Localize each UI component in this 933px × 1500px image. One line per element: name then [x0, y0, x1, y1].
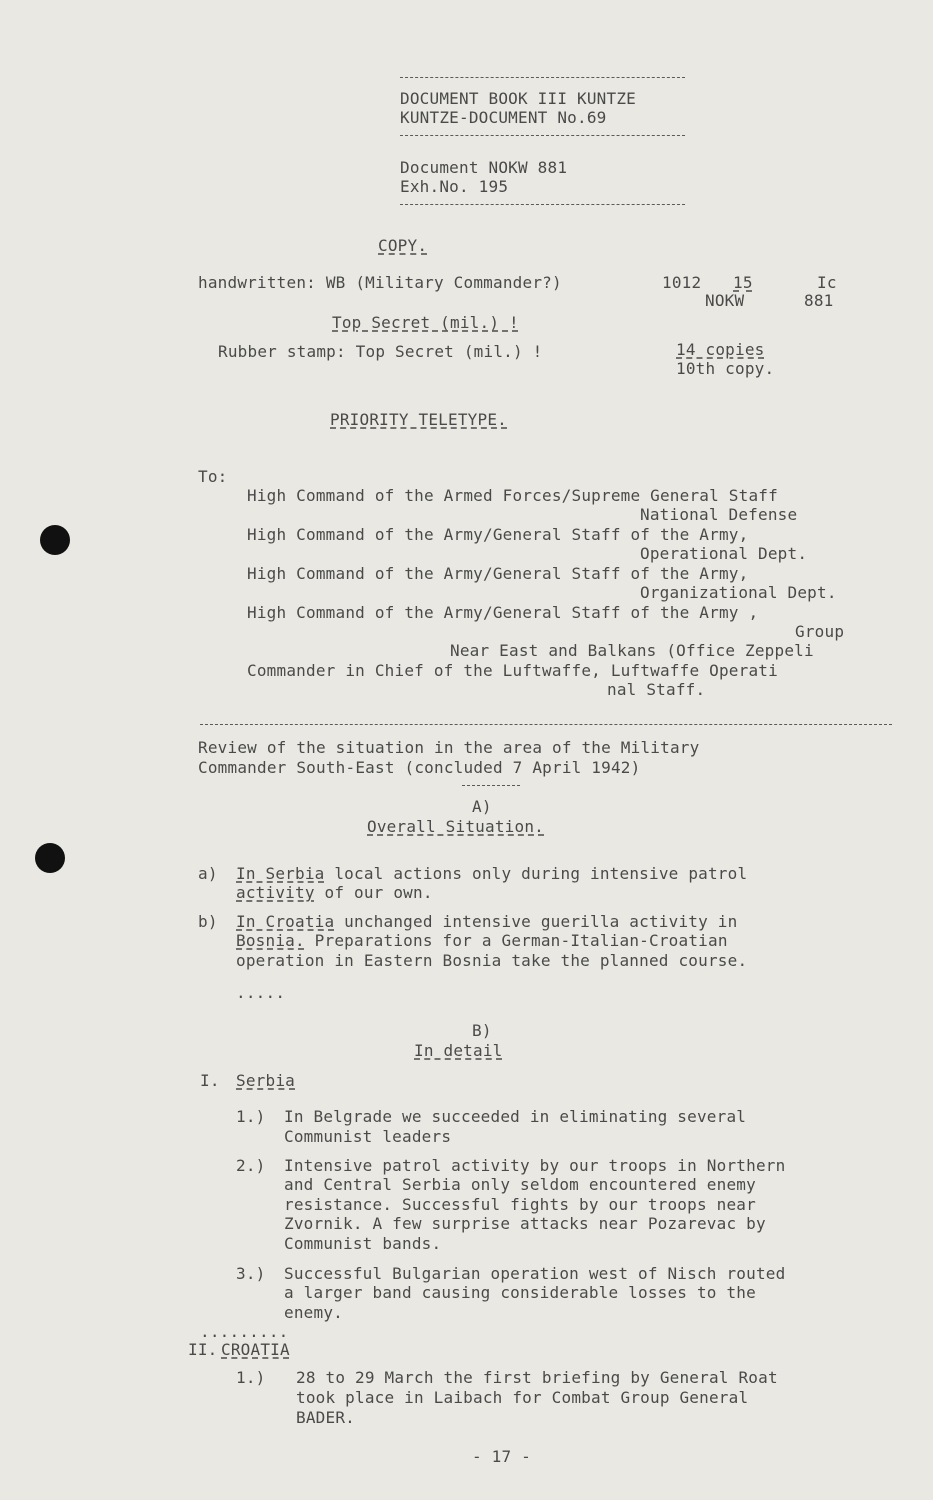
ref-number-15: 15: [733, 273, 753, 292]
serbia-item-2-line1: Intensive patrol activity by our troops in Northern: [284, 1156, 786, 1175]
header-rule-mid: [400, 135, 685, 136]
recipient-2-line2: Operational Dept.: [640, 544, 808, 563]
croatia-item-1-line1: 28 to 29 March the first briefing by General Roat: [296, 1368, 778, 1387]
recipient-4-line2: Group: [795, 622, 845, 641]
section-divider: [200, 724, 892, 725]
header-rule-top: [400, 77, 685, 78]
punch-hole-bottom: [35, 843, 65, 873]
recipient-4-line1: High Command of the Army/General Staff of the Army ,: [247, 603, 759, 622]
to-label: To:: [198, 467, 228, 486]
item-b-bosnia: Bosnia.: [236, 931, 305, 950]
review-title-line2: Commander South-East (concluded 7 April 1942): [198, 758, 641, 777]
item-a-line2: [236, 883, 433, 902]
item-b-line3: operation in Eastern Bosnia take the planned course.: [236, 951, 748, 970]
ref-number-1012: 1012: [662, 273, 702, 292]
serbia-item-2-line2: and Central Serbia only seldom encountered enemy: [284, 1175, 756, 1194]
croatia-number: II.: [188, 1340, 218, 1359]
serbia-item-3-number: 3.): [236, 1264, 266, 1283]
section-a-title: Overall Situation.: [367, 817, 544, 836]
item-b-line1-text: unchanged intensive guerilla activity in: [334, 912, 738, 931]
document-number: Document NOKW 881: [400, 158, 568, 177]
serbia-item-1-line1: In Belgrade we succeeded in eliminating several: [284, 1107, 747, 1126]
classification-heading: Top Secret (mil.) !: [332, 313, 519, 332]
serbia-item-2-line5: Communist bands.: [284, 1234, 442, 1253]
serbia-item-3-line3: enemy.: [284, 1303, 343, 1322]
recipient-4-line3: Near East and Balkans (Office Zeppeli: [450, 641, 814, 660]
ref-number-ic: Ic: [817, 273, 837, 292]
croatia-item-1-line3: BADER.: [296, 1408, 355, 1427]
ref-nokw-label: NOKW: [705, 291, 745, 310]
handwritten-note: handwritten: WB (Military Commander?): [198, 273, 562, 292]
croatia-title: CROATIA: [221, 1340, 290, 1359]
punch-hole-top: [40, 525, 70, 555]
recipient-5-line2: nal Staff.: [607, 680, 706, 699]
item-a-line1: [236, 864, 747, 883]
item-a-place: In Serbia: [236, 864, 325, 883]
section-a-ellipsis: .....: [236, 983, 286, 1002]
serbia-item-3-line1: Successful Bulgarian operation west of Nisch routed: [284, 1264, 786, 1283]
page-number: - 17 -: [472, 1447, 531, 1466]
croatia-item-1-line2: took place in Laibach for Combat Group General: [296, 1388, 749, 1407]
recipient-3-line2: Organizational Dept.: [640, 583, 837, 602]
copies-this-copy: 10th copy.: [676, 359, 775, 378]
exhibit-number: Exh.No. 195: [400, 177, 509, 196]
serbia-item-3-line2: a larger band causing considerable losses to the: [284, 1283, 756, 1302]
item-b-line1: [236, 912, 737, 931]
message-type-heading: PRIORITY TELETYPE.: [330, 410, 507, 429]
serbia-dots: .........: [200, 1322, 289, 1341]
header-line2: KUNTZE-DOCUMENT No.69: [400, 108, 607, 127]
item-b-line2: [236, 931, 728, 950]
item-a-activity: activity: [236, 883, 315, 902]
recipient-1-line1: High Command of the Armed Forces/Supreme General Staff: [247, 486, 778, 505]
copy-label: COPY.: [378, 236, 428, 255]
item-b-label: b): [198, 912, 218, 931]
rubber-stamp-text: Rubber stamp: Top Secret (mil.) !: [218, 342, 543, 361]
recipient-5-line1: Commander in Chief of the Luftwaffe, Luftwaffe Operati: [247, 661, 778, 680]
header-rule-bottom: [400, 204, 685, 205]
copies-total: 14 copies: [676, 340, 765, 359]
serbia-item-2-line4: Zvornik. A few surprise attacks near Pozarevac by: [284, 1214, 766, 1233]
item-b-line2-text: Preparations for a German-Italian-Croatian: [304, 931, 728, 950]
serbia-item-1-line2: Communist leaders: [284, 1127, 452, 1146]
section-a-marker: A): [472, 797, 492, 816]
item-a-line1-text: local actions only during intensive patrol: [324, 864, 748, 883]
review-title-rule: [462, 785, 520, 786]
recipient-1-line2: National Defense: [640, 505, 798, 524]
recipient-3-line1: High Command of the Army/General Staff of the Army,: [247, 564, 749, 583]
serbia-item-1-number: 1.): [236, 1107, 266, 1126]
section-b-title: In detail: [414, 1041, 503, 1060]
section-b-marker: B): [472, 1021, 492, 1040]
serbia-item-2-number: 2.): [236, 1156, 266, 1175]
serbia-number: I.: [200, 1071, 220, 1090]
header-line1: DOCUMENT BOOK III KUNTZE: [400, 89, 636, 108]
recipient-2-line1: High Command of the Army/General Staff of the Army,: [247, 525, 749, 544]
review-title-line1: Review of the situation in the area of the Military: [198, 738, 700, 757]
serbia-item-2-line3: resistance. Successful fights by our troops near: [284, 1195, 756, 1214]
item-b-place: In Croatia: [236, 912, 335, 931]
serbia-title: Serbia: [236, 1071, 295, 1090]
item-a-line2-text: of our own.: [314, 883, 433, 902]
croatia-item-1-number: 1.): [236, 1368, 266, 1387]
item-a-label: a): [198, 864, 218, 883]
ref-nokw-number: 881: [804, 291, 834, 310]
